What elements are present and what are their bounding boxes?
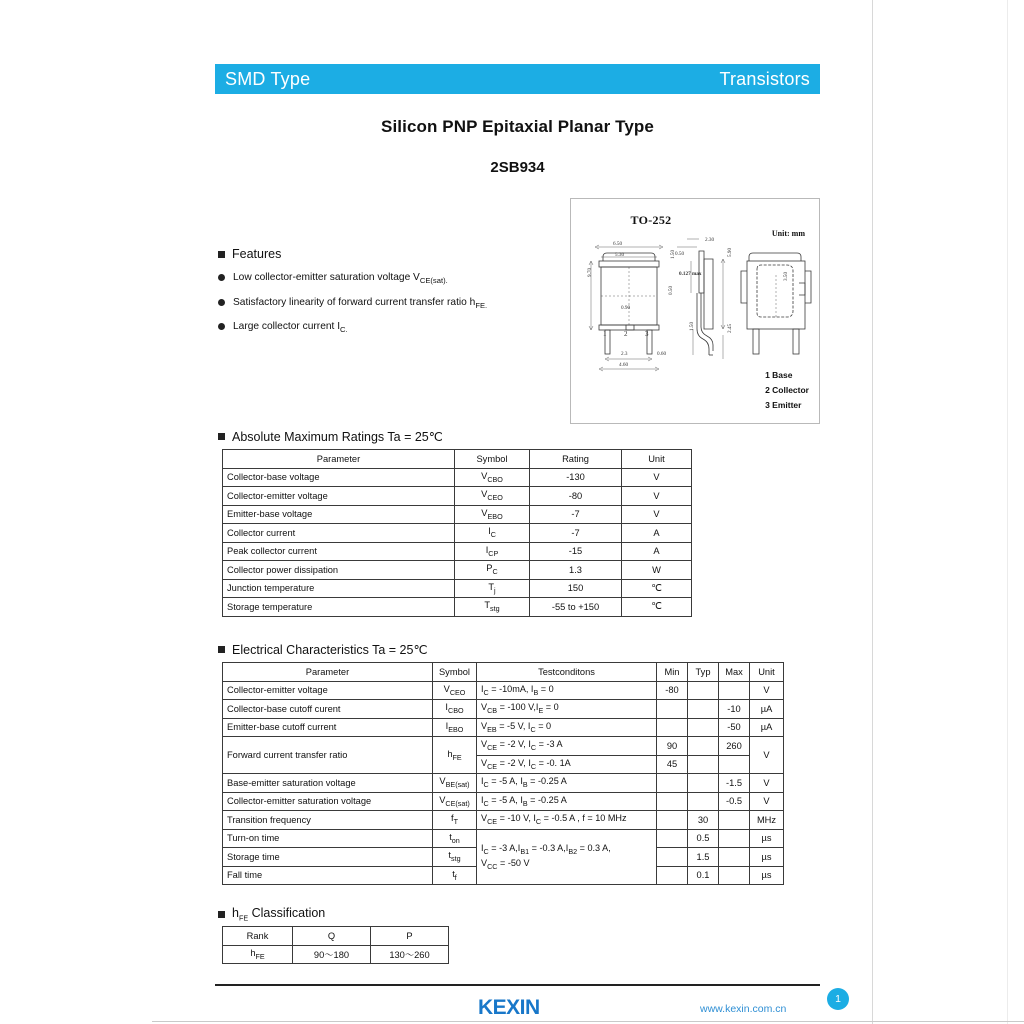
dimension-label: 2.30 bbox=[705, 237, 715, 243]
dimension-label: 6.50 bbox=[613, 241, 623, 247]
cell-rating: -7 bbox=[530, 505, 622, 524]
cell-min bbox=[657, 718, 688, 737]
cell-unit: ℃ bbox=[622, 598, 692, 617]
cell-unit: µs bbox=[750, 848, 784, 867]
cell-max bbox=[719, 829, 750, 848]
cell-parameter: Collector-emitter voltage bbox=[223, 487, 455, 506]
cell-symbol: $V_{CEO}$ bbox=[433, 681, 477, 700]
features-heading-label: Features bbox=[232, 247, 282, 261]
cell-parameter: Collector power dissipation bbox=[223, 561, 455, 580]
column-header: Rating bbox=[530, 450, 622, 469]
pin-legend-item: 2 Collector bbox=[765, 385, 809, 396]
cell-rating: 1.3 bbox=[530, 561, 622, 580]
table-row bbox=[223, 945, 449, 964]
table-row bbox=[223, 468, 692, 487]
square-bullet-icon bbox=[218, 911, 225, 918]
column-header: P bbox=[371, 927, 449, 946]
cell-parameter: Turn-on time bbox=[223, 829, 433, 848]
square-bullet-icon bbox=[218, 646, 225, 653]
column-header: Unit bbox=[750, 663, 784, 682]
round-bullet-icon bbox=[218, 274, 225, 281]
table-header-row bbox=[223, 663, 784, 682]
cell-parameter: Emitter-base cutoff current bbox=[223, 718, 433, 737]
dimension-label: 0.90 bbox=[621, 305, 631, 311]
cell-unit: A bbox=[622, 524, 692, 543]
cell-rating: -7 bbox=[530, 524, 622, 543]
cell-symbol: $f_T$ bbox=[433, 811, 477, 830]
pin-number: 3 bbox=[645, 330, 649, 338]
cell-unit: V bbox=[750, 681, 784, 700]
cell-symbol: $V_{EBO}$ bbox=[455, 505, 530, 524]
page-title: Silicon PNP Epitaxial Planar Type bbox=[381, 117, 654, 136]
cell-parameter: Emitter-base voltage bbox=[223, 505, 455, 524]
cell-rating: 150 bbox=[530, 579, 622, 598]
dimension-label: 0.50 bbox=[668, 285, 674, 295]
table-row bbox=[223, 487, 692, 506]
table-row bbox=[223, 774, 784, 793]
cell-symbol: $t_{on}$ bbox=[433, 829, 477, 848]
cell-min: 90 bbox=[657, 737, 688, 756]
part-number: 2SB934 bbox=[490, 159, 545, 176]
cell-unit: V bbox=[622, 505, 692, 524]
cell-parameter: Forward current transfer ratio bbox=[223, 737, 433, 774]
cell-rating: -80 bbox=[530, 487, 622, 506]
cell-rating: -55 to +150 bbox=[530, 598, 622, 617]
cell-symbol: $h_{FE}$ bbox=[433, 737, 477, 774]
feature-text: Large collector current $I_{C.}$ bbox=[233, 321, 348, 335]
cell-typ: 1.5 bbox=[688, 848, 719, 867]
cell-parameter: Collector-emitter saturation voltage bbox=[223, 792, 433, 811]
table-row bbox=[223, 792, 784, 811]
cell-parameter: Collector-emitter voltage bbox=[223, 681, 433, 700]
cell-max: -10 bbox=[719, 700, 750, 719]
cell-symbol: $P_C$ bbox=[455, 561, 530, 580]
hfe-classification-table bbox=[222, 926, 449, 964]
feature-item bbox=[218, 321, 558, 335]
cell-parameter: Collector-base cutoff curent bbox=[223, 700, 433, 719]
feature-subscript: CE(sat). bbox=[419, 276, 448, 286]
cell-typ bbox=[688, 755, 719, 774]
package-outline-diagram bbox=[570, 198, 820, 424]
cell-rating: -15 bbox=[530, 542, 622, 561]
cell-max: -1.5 bbox=[719, 774, 750, 793]
cell-symbol: $t_f$ bbox=[433, 866, 477, 885]
page-number-badge: 1 bbox=[827, 988, 849, 1010]
features-heading bbox=[218, 247, 558, 261]
cell-max bbox=[719, 848, 750, 867]
cell-condition: $I_C = -5$ A, $I_B = -0.25$ A bbox=[477, 792, 657, 811]
features-section bbox=[218, 247, 558, 346]
cell-parameter: Base-emitter saturation voltage bbox=[223, 774, 433, 793]
cell-parameter: Junction temperature bbox=[223, 579, 455, 598]
dimension-label: 0.50 bbox=[675, 251, 685, 257]
pin-legend-item: 3 Emitter bbox=[765, 400, 802, 411]
table-row bbox=[223, 737, 784, 756]
table-row bbox=[223, 505, 692, 524]
cell-symbol: $V_{CEO}$ bbox=[455, 487, 530, 506]
dimension-label: 5.30 bbox=[615, 252, 625, 258]
pin-number: 1 bbox=[603, 330, 607, 338]
dimension-label: 4.60 bbox=[619, 362, 629, 368]
column-header: Min bbox=[657, 663, 688, 682]
dimension-label: 9.70 bbox=[587, 267, 593, 277]
table-row bbox=[223, 718, 784, 737]
pin-legend-item: 1 Base bbox=[765, 370, 793, 381]
cell-min bbox=[657, 829, 688, 848]
electrical-characteristics-table bbox=[222, 662, 784, 885]
cell-unit: A bbox=[622, 542, 692, 561]
table-header-row bbox=[223, 927, 449, 946]
cell-parameter: Fall time bbox=[223, 866, 433, 885]
abs-max-ratings-table bbox=[222, 449, 692, 617]
package-name: TO-252 bbox=[630, 213, 672, 227]
cell-condition: $I_C = -5$ A, $I_B = -0.25$ A bbox=[477, 774, 657, 793]
hfe-classification-heading-label: $h_{FE}$ Classification bbox=[232, 906, 326, 923]
table-row bbox=[223, 829, 784, 848]
cell-unit: ℃ bbox=[622, 579, 692, 598]
cell-typ bbox=[688, 774, 719, 793]
cell-typ bbox=[688, 681, 719, 700]
cell-max bbox=[719, 681, 750, 700]
cell-min bbox=[657, 811, 688, 830]
column-header: Typ bbox=[688, 663, 719, 682]
cell-unit: W bbox=[622, 561, 692, 580]
cell-parameter: Transition frequency bbox=[223, 811, 433, 830]
pin-number: 2 bbox=[624, 330, 628, 338]
header-bar bbox=[215, 64, 820, 94]
table-row bbox=[223, 542, 692, 561]
cell-condition: $I_C = -10mA$, $I_B = 0$ bbox=[477, 681, 657, 700]
cell-max bbox=[719, 866, 750, 885]
cell-symbol: $V_{CE(sat)}$ bbox=[433, 792, 477, 811]
cell-condition-switching: $I_C = -3$ $A,I_{B1} = -0.3$ $A,I_{B2} = 0.3$ A, $V_{CC} = -50$ V bbox=[477, 829, 657, 885]
cell-unit: µs bbox=[750, 866, 784, 885]
footer-divider bbox=[215, 984, 820, 986]
cell-symbol: $T_j$ bbox=[455, 579, 530, 598]
cell-parameter: Collector current bbox=[223, 524, 455, 543]
cell-typ bbox=[688, 737, 719, 756]
dimension-label: 5.90 bbox=[727, 247, 733, 257]
table-row bbox=[223, 598, 692, 617]
cell-unit: V bbox=[750, 792, 784, 811]
cell-parameter: Peak collector current bbox=[223, 542, 455, 561]
table-row bbox=[223, 700, 784, 719]
cell-row-label: $h_{FE}$ bbox=[223, 945, 293, 964]
table-row bbox=[223, 681, 784, 700]
square-bullet-icon bbox=[218, 433, 225, 440]
cell-unit: µs bbox=[750, 829, 784, 848]
table-row bbox=[223, 811, 784, 830]
cell-max bbox=[719, 755, 750, 774]
cell-symbol: $I_{EBO}$ bbox=[433, 718, 477, 737]
dimension-label: 0.127 max bbox=[679, 271, 702, 277]
feature-subscript: FE. bbox=[475, 300, 488, 310]
cell-typ bbox=[688, 792, 719, 811]
column-header: Unit bbox=[622, 450, 692, 469]
cell-typ bbox=[688, 718, 719, 737]
cell-unit: V bbox=[750, 774, 784, 793]
feature-text: Satisfactory linearity of forward current transfer ratio $h_{FE.}$ bbox=[233, 296, 488, 310]
table-row bbox=[223, 524, 692, 543]
electrical-heading-label: Electrical Characteristics Ta = 25℃ bbox=[232, 643, 428, 657]
round-bullet-icon bbox=[218, 323, 225, 330]
cell-typ: 0.5 bbox=[688, 829, 719, 848]
feature-item bbox=[218, 297, 558, 311]
cell-condition: $V_{CE} = -10$ V, $I_C = -0.5$ A , f = 10 MHz bbox=[477, 811, 657, 830]
dimension-label: 1.50 bbox=[689, 321, 695, 331]
column-header: Max bbox=[719, 663, 750, 682]
cell-unit: V bbox=[750, 737, 784, 774]
cell-condition: $V_{CE} = -2$ V, $I_C = -3$ A bbox=[477, 737, 657, 756]
dimension-label: 2.45 bbox=[727, 323, 733, 333]
hfe-classification-heading bbox=[218, 906, 325, 923]
website-link[interactable]: www.kexin.com.cn bbox=[700, 1003, 787, 1015]
cell-unit: V bbox=[622, 487, 692, 506]
dimension-label: 1.50 bbox=[670, 249, 676, 259]
cell-symbol: $V_{BE(sat)}$ bbox=[433, 774, 477, 793]
cell-min: -80 bbox=[657, 681, 688, 700]
column-header: Symbol bbox=[433, 663, 477, 682]
dimension-label: 2.3 bbox=[621, 351, 628, 357]
cell-condition: $V_{CB} = -100$ $V,I_E = 0$ bbox=[477, 700, 657, 719]
cell-symbol: $V_{CBO}$ bbox=[455, 468, 530, 487]
cell-hfe-range: 90～180 bbox=[293, 945, 371, 964]
cell-min bbox=[657, 700, 688, 719]
cell-parameter: Collector-base voltage bbox=[223, 468, 455, 487]
cell-min bbox=[657, 848, 688, 867]
cell-min bbox=[657, 866, 688, 885]
page-border-far-right bbox=[1007, 0, 1008, 1024]
cell-min bbox=[657, 774, 688, 793]
square-bullet-icon bbox=[218, 251, 225, 258]
column-header: Testconditons bbox=[477, 663, 657, 682]
table-row bbox=[223, 579, 692, 598]
dimension-label: 3.50 bbox=[783, 271, 789, 281]
cell-rating: -130 bbox=[530, 468, 622, 487]
column-header: Q bbox=[293, 927, 371, 946]
kexin-logo: KEXIN bbox=[478, 996, 540, 1019]
package-unit-note: Unit: mm bbox=[771, 229, 805, 238]
electrical-heading bbox=[218, 642, 427, 657]
cell-max: 260 bbox=[719, 737, 750, 756]
feature-subscript: C. bbox=[340, 325, 348, 335]
cell-parameter: Storage time bbox=[223, 848, 433, 867]
cell-typ bbox=[688, 700, 719, 719]
column-header: Parameter bbox=[223, 663, 433, 682]
page-border-right bbox=[872, 0, 873, 1024]
cell-min bbox=[657, 792, 688, 811]
cell-unit: µA bbox=[750, 700, 784, 719]
cell-min: 45 bbox=[657, 755, 688, 774]
header-left-label: SMD Type bbox=[225, 68, 311, 89]
feature-text: Low collector-emitter saturation voltage $V_{CE(sat).}$ bbox=[233, 272, 448, 286]
cell-symbol: $t_{stg}$ bbox=[433, 848, 477, 867]
cell-hfe-range: 130～260 bbox=[371, 945, 449, 964]
cell-typ: 30 bbox=[688, 811, 719, 830]
pin-legend bbox=[765, 368, 809, 413]
column-header: Rank bbox=[223, 927, 293, 946]
cell-unit: V bbox=[622, 468, 692, 487]
cell-symbol: $I_{CP}$ bbox=[455, 542, 530, 561]
cell-max: -0.5 bbox=[719, 792, 750, 811]
table-header-row bbox=[223, 450, 692, 469]
cell-unit: µA bbox=[750, 718, 784, 737]
cell-max bbox=[719, 811, 750, 830]
cell-unit: MHz bbox=[750, 811, 784, 830]
cell-max: -50 bbox=[719, 718, 750, 737]
cell-symbol: $I_C$ bbox=[455, 524, 530, 543]
column-header: Symbol bbox=[455, 450, 530, 469]
abs-max-heading-label: Absolute Maximum Ratings Ta = 25℃ bbox=[232, 430, 443, 444]
table-row bbox=[223, 561, 692, 580]
column-header: Parameter bbox=[223, 450, 455, 469]
abs-max-heading bbox=[218, 429, 443, 444]
cell-parameter: Storage temperature bbox=[223, 598, 455, 617]
cell-typ: 0.1 bbox=[688, 866, 719, 885]
feature-item bbox=[218, 272, 558, 286]
cell-condition: $V_{CE} = -2$ V, $I_C = -0$. 1A bbox=[477, 755, 657, 774]
round-bullet-icon bbox=[218, 299, 225, 306]
cell-symbol: $I_{CBO}$ bbox=[433, 700, 477, 719]
cell-condition: $V_{EB} = -5$ V, $I_C = 0$ bbox=[477, 718, 657, 737]
dimension-label: 0.60 bbox=[657, 351, 667, 357]
cell-symbol: $T_{stg}$ bbox=[455, 598, 530, 617]
page-border-bottom bbox=[152, 1021, 1024, 1022]
header-right-label: Transistors bbox=[719, 68, 810, 89]
